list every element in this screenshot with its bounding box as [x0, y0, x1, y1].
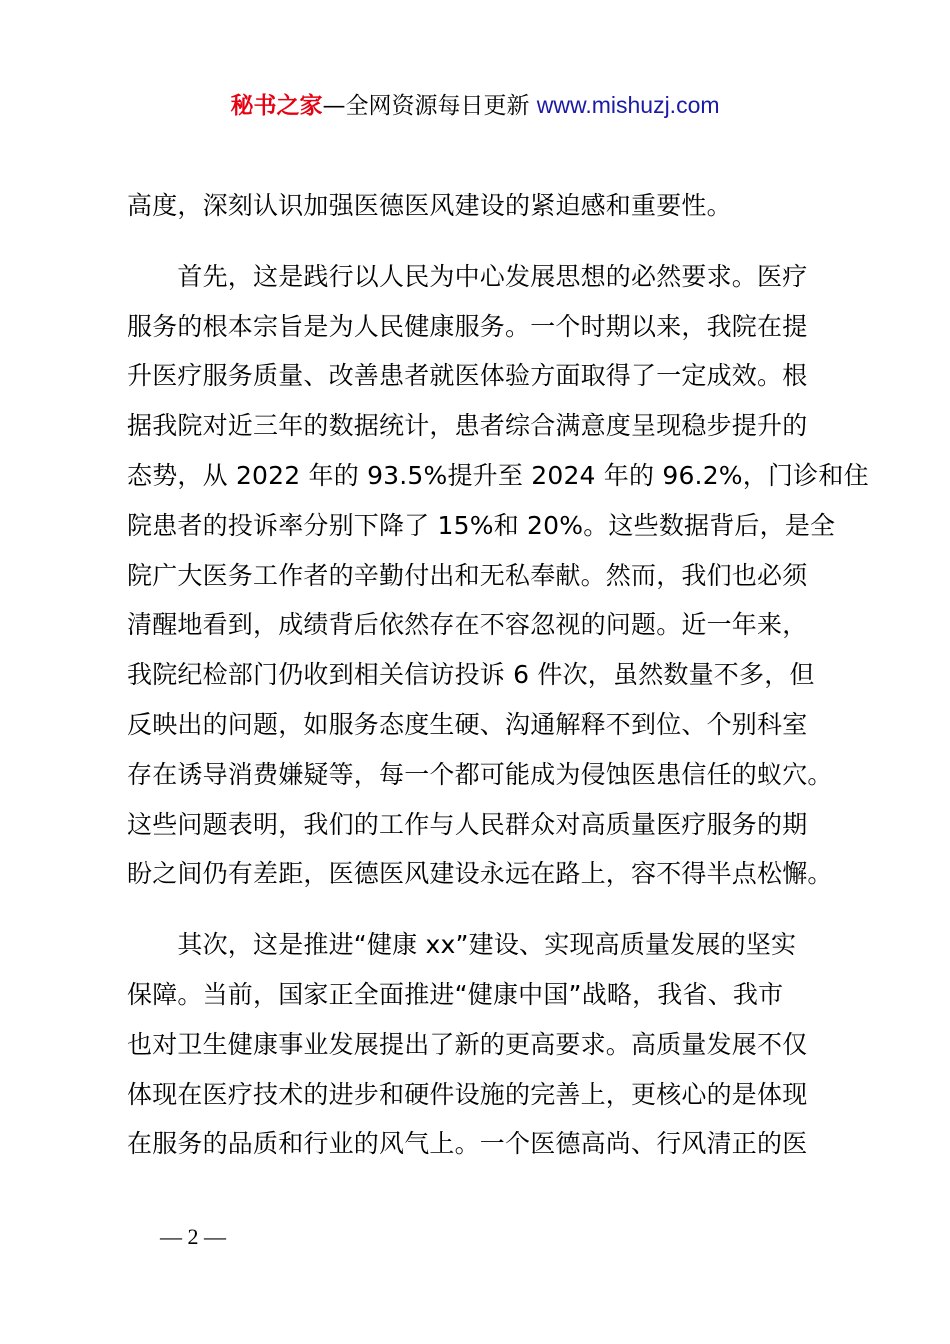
text-line: 也对卫生健康事业发展提出了新的更高要求。高质量发展不仅	[127, 1029, 808, 1059]
text-line: 首先，这是践行以人民为中心发展思想的必然要求。医疗	[127, 261, 808, 291]
text-line: 院患者的投诉率分别下降了 15%和 20%。这些数据背后，是全	[127, 510, 836, 540]
paragraph	[127, 920, 837, 1169]
site-tagline: —全网资源每日更新	[322, 93, 537, 119]
text-line: 在服务的品质和行业的风气上。一个医德高尚、行风清正的医	[127, 1129, 808, 1159]
page-number: — 2 —	[160, 1224, 226, 1249]
text-line: 保障。当前，国家正全面推进“健康中国”战略，我省、我市	[127, 979, 784, 1009]
text-line: 其次，这是推进“健康 xx”建设、实现高质量发展的坚实	[127, 930, 797, 960]
site-header	[0, 88, 950, 123]
document-body	[127, 181, 869, 1169]
text-line: 据我院对近三年的数据统计，患者综合满意度呈现稳步提升的	[127, 411, 808, 441]
text-line: 院广大医务工作者的辛勤付出和无私奉献。然而，我们也必须	[127, 560, 808, 590]
text-line: 服务的根本宗旨是为人民健康服务。一个时期以来，我院在提	[127, 311, 808, 341]
text-line: 升医疗服务质量、改善患者就医体验方面取得了一定成效。根	[127, 361, 808, 391]
text-line: 这些问题表明，我们的工作与人民群众对高质量医疗服务的期	[127, 809, 808, 839]
paragraph	[127, 181, 837, 231]
text-line: 高度，深刻认识加强医德医风建设的紧迫感和重要性。	[127, 191, 732, 220]
text-line: 反映出的问题，如服务态度生硬、沟通解释不到位、个别科室	[127, 709, 808, 739]
text-line: 态势，从 2022 年的 93.5%提升至 2024 年的 96.2%，门诊和住	[127, 460, 869, 490]
site-brand: 秘书之家	[230, 93, 323, 119]
text-line: 存在诱导消费嫌疑等，每一个都可能成为侵蚀医患信任的蚁穴。	[127, 759, 833, 789]
text-line: 清醒地看到，成绩背后依然存在不容忽视的问题。近一年来，	[127, 610, 808, 640]
text-line: 盼之间仍有差距，医德医风建设永远在路上，容不得半点松懈。	[127, 859, 833, 889]
text-line: 我院纪检部门仍收到相关信访投诉 6 件次，虽然数量不多，但	[127, 660, 815, 690]
text-line: 体现在医疗技术的进步和硬件设施的完善上，更核心的是体现	[127, 1079, 808, 1109]
site-url-link[interactable]: www.mishuzj.com	[536, 92, 720, 118]
paragraph	[127, 252, 869, 899]
